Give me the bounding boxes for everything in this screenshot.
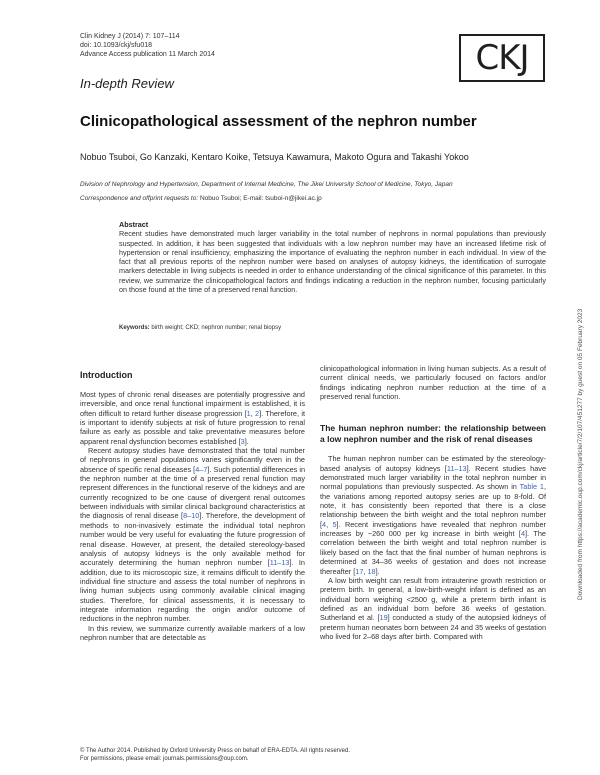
citation-link[interactable]: 8–10 xyxy=(183,511,200,521)
right-paragraph-2: A low birth weight can result from intrauterine growth restriction or preterm birth. In general, a low-birth-weight infant is defined as an individual born weighing <2500 g, while a preterm birth infant is defined as an individual born before 36 weeks of gestation. Sutherland et al. [19] conducted a study of the autopsied kidneys of preterm human neonates born between 24 and 35 weeks of gestation who lived for 2–68 days after birth. Compared with xyxy=(320,575,546,641)
footer xyxy=(80,747,350,763)
article-title: Clinicopathological assessment of the nephron number xyxy=(80,113,477,130)
authors: Nobuo Tsuboi, Go Kanzaki, Kentaro Koike, Tetsuya Kawamura, Makoto Ogura and Takashi Yokoo xyxy=(80,152,469,162)
table-link[interactable]: Table 1 xyxy=(519,482,544,492)
citation-link[interactable]: 18 xyxy=(367,566,376,576)
section-heading: The human nephron number: the relationship between a low nephron number and the risk of renal diseases xyxy=(320,423,546,445)
left-column xyxy=(80,390,305,642)
citation-link[interactable]: 11–13 xyxy=(269,558,290,568)
intro-paragraph-2: Recent autopsy studies have demonstrated that the total number of nephrons in general populations varies significantly even in the absence of specific renal diseases [4–7]. Such potential differences in the nephron number at the time of a preserved renal function may represent differences in the functional reserve of the kidneys and are currently recognized to be one cause of divergent renal outcomes between individuals with similar clinical background characteristics at the diagnosis of renal disease [8–10]. Therefore, the development of methods to non-invasively estimate the individual total nephron number would be very useful for evaluating the future progression of renal disease. However, at present, the detailed stereology-based analysis of autopsy kidneys is the only available method for accurately determining the human nephron number [11–13]. In addition, due to its microscopic size, it remains difficult to identify the individual fine structure and assess the total number of nephrons in living human subjects using commonly available clinical imaging studies. Therefore, for clinical assessments, it is necessary to integrate information regarding the origin and/or outcome of reductions in the nephron number. xyxy=(80,446,306,624)
citation-link[interactable]: 2 xyxy=(255,408,260,418)
journal-meta xyxy=(80,32,215,59)
citation-link[interactable]: 4 xyxy=(322,519,327,529)
correspondence-text: Nobuo Tsuboi; E-mail: tsuboi-n@jikei.ac.jp xyxy=(199,195,322,202)
intro-paragraph-3: In this review, we summarize currently available markers of a low nephron number that are detectable as xyxy=(80,623,305,642)
right-column xyxy=(320,364,546,641)
keywords-text: birth weight; CKD; nephron number; renal biopsy xyxy=(151,325,282,331)
intro-heading: Introduction xyxy=(80,370,133,380)
citation-link[interactable]: 5 xyxy=(332,519,337,529)
keywords-label: Keywords: xyxy=(119,325,150,331)
affiliation: Division of Nephrology and Hypertension, Department of Internal Medicine, The Jikei University School of Medicine, Tokyo, Japan xyxy=(80,181,453,188)
keywords xyxy=(119,325,281,331)
citation-link[interactable]: 4 xyxy=(520,529,526,539)
correspondence xyxy=(80,195,322,202)
abstract-text: Recent studies have demonstrated much larger variability in the total number of nephrons in normal populations than previously suspected. In addition, it has been suggested that individuals with a low nephron number may have an increased lifetime risk of hypertension or renal insufficiency, emphasizing the importance of evaluating the nephron number in each individual. In view of the fact that all previous reports of the nephron number were based on analyses of autopsy kidneys, the identification of surrogate markers detectable in living subjects is needed in order to enhance understanding of the clinical significance of this parameter. In this review, we summarize the clinicopathological factors and findings indicating a reduction in the nephron number, focusing particularly on those found at the time of a preserved renal function. xyxy=(119,229,546,295)
abstract-heading: Abstract xyxy=(119,220,149,229)
advance-access: Advance Access publication 11 March 2014 xyxy=(80,51,215,58)
permissions: For permissions, please email: journals.permissions@oup.com. xyxy=(80,756,249,762)
logo-text: CKJ xyxy=(475,38,529,78)
citation-link[interactable]: 19 xyxy=(379,613,388,623)
abstract xyxy=(119,220,546,294)
doi: doi: 10.1093/ckj/sfu018 xyxy=(80,42,152,49)
right-paragraph-1: The human nephron number can be estimated by the stereology-based analysis of autopsy kidneys [11–13]. Recent studies have demonstrated much larger variability in the total nephron number in normal populations than previously suspected. As shown in Table 1, the variations among reported autopsy series are up to 8-fold. Of note, it has consistently been reported that there is a close relationship between the birth weight and the total nephron number [4, 5]. Recent investigations have revealed that nephron number increases by ~260 000 per kg increase in birth weight [4]. The correlation between the birth weight and total nephron number is likely based on the fact that the final number of human nephrons is determined at 34–36 weeks of gestation and does not increase thereafter [17, 18]. xyxy=(320,454,547,576)
correspondence-label: Correspondence and offprint requests to: xyxy=(80,195,199,202)
citation-link[interactable]: 4–7 xyxy=(195,464,208,474)
right-paragraph-0: clinicopathological information in living human subjects. As a result of current clinical needs, we particularly focused on factors and/or findings indicating nephron number reduction at the time of a preserved renal function. xyxy=(320,364,546,402)
citation-link[interactable]: 17 xyxy=(355,566,364,576)
intro-paragraph-1: Most types of chronic renal diseases are potentially progressive and irreversible, and once renal functional impairment is established, it is often difficult to retard further disease progression [1, 2]. Therefore, it is important to identify subjects at risk of future progression to renal failure as early as possible and take preventative measures before apparent renal dysfunction becomes established [3]. xyxy=(80,390,305,446)
citation: Clin Kidney J (2014) 7: 107–114 xyxy=(80,33,180,40)
section-label: In-depth Review xyxy=(80,76,174,91)
citation-link[interactable]: 11–13 xyxy=(446,463,467,473)
citation-link[interactable]: 3 xyxy=(240,436,245,446)
citation-link[interactable]: 1 xyxy=(246,408,251,418)
download-note: Downloaded from https://academic.oup.com/ckj/article/7/2/107/451277 by guest on 05 February 2023 xyxy=(577,308,584,600)
journal-logo xyxy=(459,34,545,82)
copyright: © The Author 2014. Published by Oxford University Press on behalf of ERA-EDTA. All rights reserved. xyxy=(80,748,350,754)
